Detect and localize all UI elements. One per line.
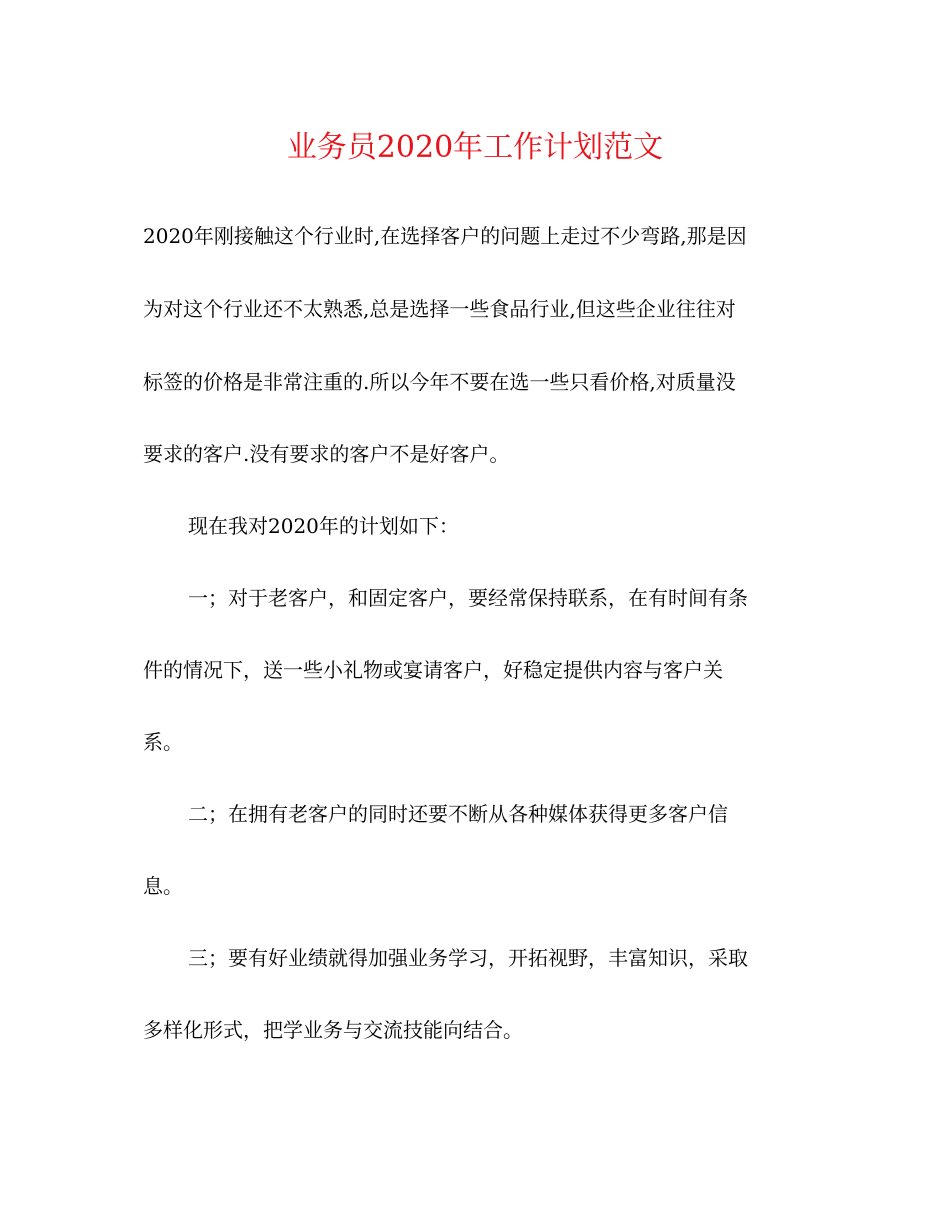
- item-3-line-2: 多样化形式，把学业务与交流技能向结合。: [143, 1018, 523, 1042]
- paragraph-1-line-2: 为对这个行业还不太熟悉,总是选择一些食品行业,但这些企业往往对: [143, 297, 736, 321]
- paragraph-1-line-4: 要求的客户.没有要求的客户不是好客户。: [143, 442, 510, 466]
- paragraph-1-line-1: 2020年刚接触这个行业时,在选择客户的问题上走过不少弯路,那是因: [143, 224, 747, 248]
- paragraph-1-line-3: 标签的价格是非常注重的.所以今年不要在选一些只看价格,对质量没: [143, 370, 736, 394]
- item-1-line-2: 件的情况下，送一些小礼物或宴请客户，好稳定提供内容与客户关: [143, 658, 723, 682]
- item-2-line-2: 息。: [143, 874, 183, 898]
- plan-intro-line: 现在我对2020年的计划如下：: [188, 514, 459, 538]
- item-2-line-1: 二；在拥有老客户的同时还要不断从各种媒体获得更多客户信: [188, 802, 728, 826]
- item-1-line-3: 系。: [143, 730, 183, 754]
- item-1-line-1: 一；对于老客户，和固定客户，要经常保持联系，在有时间有条: [188, 586, 748, 610]
- item-3-line-1: 三；要有好业绩就得加强业务学习，开拓视野，丰富知识，采取: [188, 946, 748, 970]
- document-title: 业务员2020年工作计划范文: [286, 130, 664, 165]
